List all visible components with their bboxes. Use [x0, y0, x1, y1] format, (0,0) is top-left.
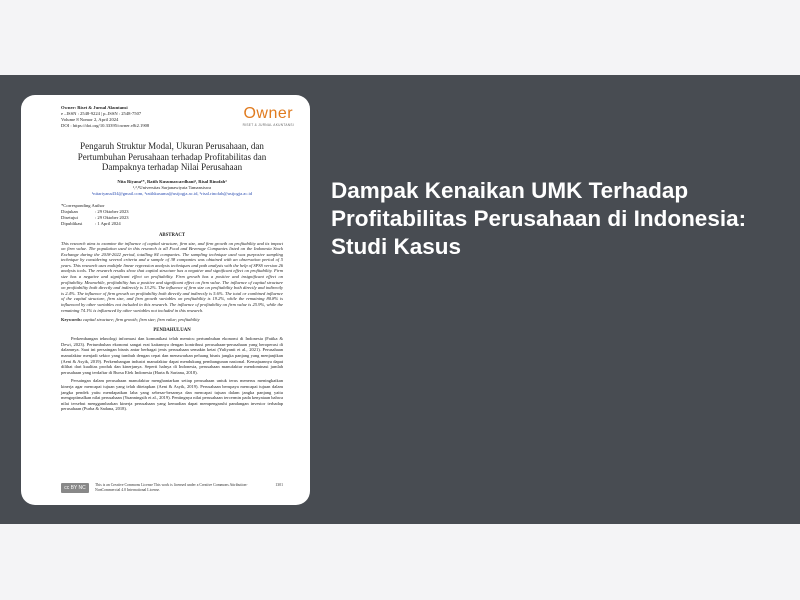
- body-paragraph: Perkembangan teknologi informasi dan komunikasi telah memicu pertumbuhan ekonomi di Indonesia (Fatika & Dewi, 2023). Pertumbuhan ekonomi sangat erat kaitannya dengan kontribusi perusahaan-perusahaan yang beroperasi di dalamnya. Saat ini persaingan bisnis antar berbagai jenis perusahaan semakin ketat (Yuliyanti et al., 2021). Perusahaan manufaktur menjadi sektor yang tumbuh dengan cepat dan menawarkan peluang bisnis jangka panjang yang menjanjikan (Aeni & Asyik, 2019). Perkembangan industri manufaktur dapat mendukung pembangunan nasional. Kemajuannya dapat dilihat dari kualitas produk dan kinerjanya. Seperti halnya di Indonesia, perusahaan manufaktur mendominasi jumlah perusahaan yang terdaftar di Bursa Efek Indonesia (Harta & Sariana, 2018).: [61, 336, 283, 375]
- submission-dates: [61, 203, 283, 227]
- preview-band: [0, 75, 800, 524]
- journal-name: Owner: Riset & Jurnal Akuntansi: [61, 105, 128, 110]
- author-block: [61, 179, 283, 197]
- journal-doi: DOI : https://doi.org/10.33395/owner.v8i2.1908: [61, 123, 150, 128]
- paper-title: Pengaruh Struktur Modal, Ukuran Perusahaan, dan Pertumbuhan Perusahaan terhadap Profitabilitas dan Dampaknya terhadap Nilai Perusahaan: [77, 141, 267, 172]
- article-headline[interactable]: Dampak Kenaikan UMK Terhadap Profitabilitas Perusahaan di Indonesia: Studi Kasus: [331, 178, 747, 259]
- author-names: Nita Riyana¹*, Ratih Kusumawardhani², Risal Rinofah³: [117, 178, 227, 184]
- license-text: This is an Creative Commons License This work is licensed under a Creative Commons Attribution-NonCommercial 4.0 International License.: [95, 483, 248, 492]
- page-number: 1301: [275, 483, 283, 487]
- journal-issn: e –ISSN : 2548-9224 | p–ISSN : 2548-7507: [61, 111, 142, 116]
- page-footer: [61, 483, 283, 493]
- date-value: : 29 Oktober 2023: [95, 208, 129, 214]
- date-row: [61, 221, 283, 227]
- date-value: : 1 April 2024: [95, 220, 121, 226]
- document-page: [61, 105, 283, 412]
- journal-volume: Volume 8 Nomor 2, April 2024: [61, 117, 119, 122]
- keywords-text: capital structure; firm growth; firm size; firm value; profitability: [83, 317, 200, 323]
- journal-meta: [61, 105, 283, 129]
- corresponding-author: *Corresponding Author: [61, 202, 105, 208]
- section-heading: PENDAHULUAN: [153, 328, 191, 334]
- logo-subtext: RISET & JURNAL AKUNTANSI: [242, 123, 294, 127]
- keywords-label: Keywords:: [61, 317, 82, 323]
- date-value: : 29 Oktober 2023: [95, 214, 129, 220]
- date-label: Disetujui: [61, 214, 78, 220]
- author-emails: ¹nitariyana434@gmail.com, ²ratihkusuma@ustjogja.ac.id, ³risal.rinofah@ustjogja.ac.id: [91, 190, 253, 196]
- date-label: Dipublikasi: [61, 220, 83, 226]
- creative-commons-icon: cc BY NC: [61, 483, 89, 493]
- abstract-heading: ABSTRACT: [158, 232, 186, 238]
- logo-text: Owner: [243, 105, 294, 122]
- author-affiliation: ¹,²,³Universitas Sarjanawiyata Tamansiswa: [132, 184, 212, 190]
- keywords: [61, 317, 283, 322]
- document-thumbnail[interactable]: [21, 95, 310, 505]
- body-paragraph: Persaingan dalam perusahaan manufaktur menghantarkan setiap perusahaan untuk terus menerus meningkatkan kinerja agar mencapai tujuan yang telah ditetapkan (Aeni & Asyik, 2019). Perusahaan berupaya mencapai tujuan dalam jangka pendek yaitu mendapatkan laba yang sebesar-besarnya dan mencapai tujuan dalam jangka panjang yaitu mengoptimalkan nilai perusahaan (Yuanningsih et al., 2019). Pentingnya nilai perusahaan tercermin pada kenyataan bahwa nilai tersebut menggambarkan kinerja perusahaan yang kemudian dapat mempengaruhi pandangan investor terhadap perusahaan (Purba & Sadana, 2018).: [61, 378, 283, 412]
- date-label: Diajukan: [61, 208, 78, 214]
- abstract-text: This research aims to examine the influence of capital structure, firm size, and firm growth on profitability and its impact on firm value. The population used in this research is all Food and Beverage Companies listed on the Indonesia Stock Exchange during the 2018-2022 period, totalling 84 companies. The sampling technique used was purposive sampling technique by considering several criteria and a sample of 38 companies was obtained with an observation period of 5 years. This research uses multiple linear regression analysis techniques and path analysis with the help of SPSS version 26 analysis tools. The research results show that capital structure has a negative and significant effect on profitability. Firm size has a negative and significant effect on profitability. Firm growth has a positive and insignificant effect on profitability. Meanwhile, profitability has a positive and significant effect on firm value. The influence of capital structure on profitability both directly and indirectly is 13.2%. The influence of firm size on profitability both directly and indirectly is 2.4%. The influence of firm growth on profitability both directly and indirectly is 5.6%. The total or combined influence of the capital structure, firm size, and firm growth variables on profitability is 19.2%, while the remaining 80.8% is influenced by other variables not included in this research. The influence of profitability on firm value is 25.9%, while the remaining 74.1% is influenced by other variables not included in this research.: [61, 240, 283, 313]
